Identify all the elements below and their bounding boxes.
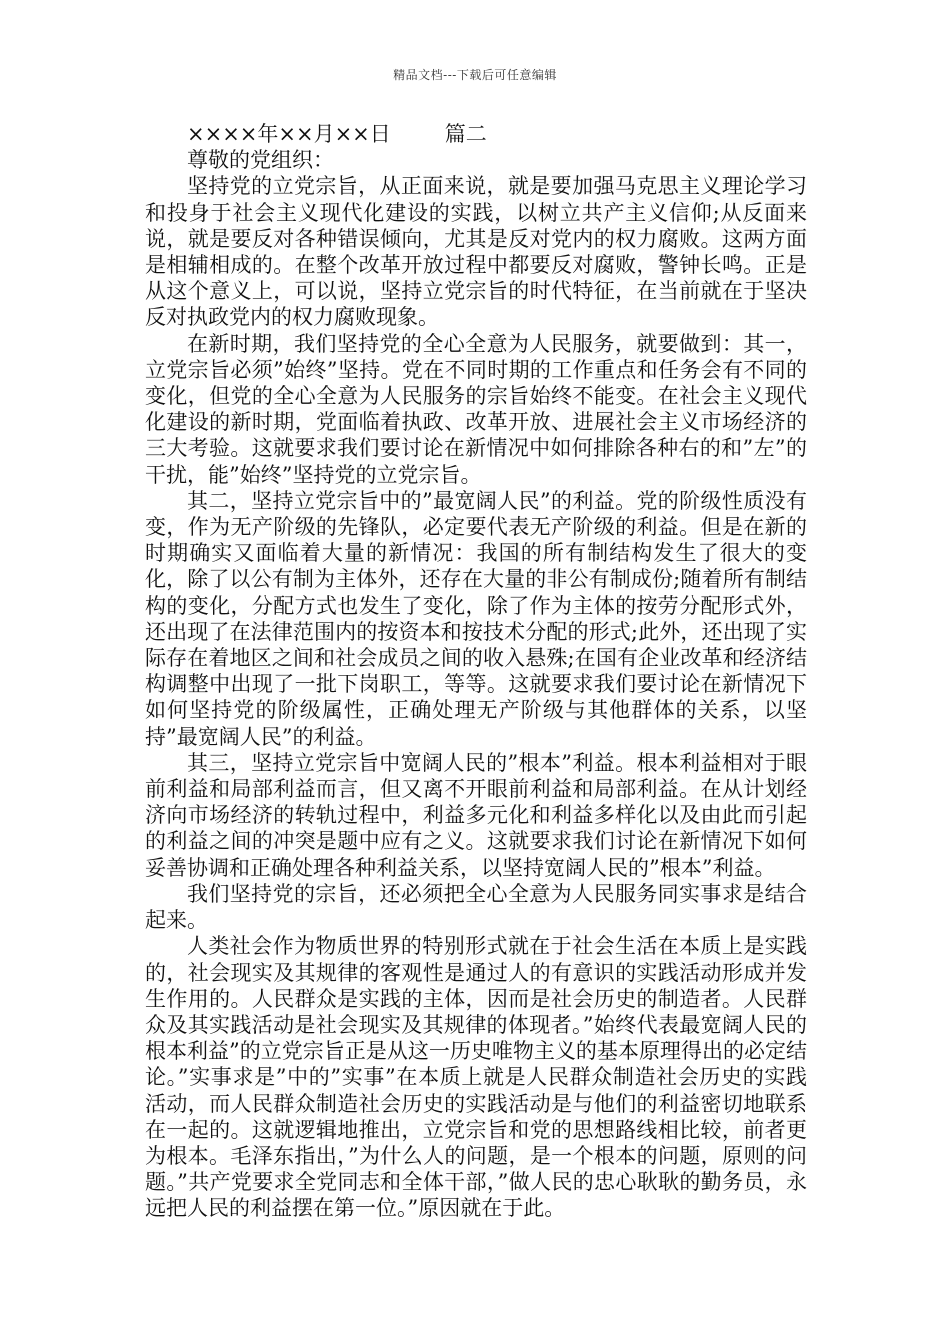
date-line (145, 121, 807, 147)
paragraph: 在新时期，我们坚持党的全心全意为人民服务，就要做到：其一，立党宗旨必须”始终”坚持。党在不同时期的工作重点和任务会有不同的变化，但党的全心全意为人民服务的宗旨始终不能变。在社会主义现代化建设的新时期，党面临着执政、改革开放、进展社会主义市场经济的三大考验。这就要求我们要讨论在新情况中如何排除各种右的和”左”的干扰，能”始终”坚持党的立党宗旨。 (145, 331, 807, 487)
paragraph: 坚持党的立党宗旨，从正面来说，就是要加强马克思主义理论学习和投身于社会主义现代化建设的实践，以树立共产主义信仰;从反面来说，就是要反对各种错误倾向，尤其是反对党内的权力腐败。这两方面是相辅相成的。在整个改革开放过程中都要反对腐败，警钟长鸣。正是从这个意义上，可以说，坚持立党宗旨的时代特征，在当前就在于坚决反对执政党内的权力腐败现象。 (145, 174, 807, 330)
paragraph: 其二，坚持立党宗旨中的”最宽阔人民”的利益。党的阶级性质没有变，作为无产阶级的先锋队，必定要代表无产阶级的利益。但是在新的时期确实又面临着大量的新情况：我国的所有制结构发生了很大的变化，除了以公有制为主体外，还存在大量的非公有制成份;随着所有制结构的变化，分配方式也发生了变化，除了作为主体的按劳分配形式外，还出现了在法律范围内的按资本和按技术分配的形式;此外，还出现了实际存在着地区之间和社会成员之间的收入悬殊;在国有企业改革和经济结构调整中出现了一批下岗职工，等等。这就要求我们要讨论在新情况下如何坚持党的阶级属性，正确处理无产阶级与其他群体的关系，以坚持”最宽阔人民”的利益。 (145, 488, 807, 749)
salutation: 尊敬的党组织： (187, 148, 334, 173)
date-text: ××××年××月××日 (187, 122, 391, 146)
paragraph: 人类社会作为物质世界的特别形式就在于社会生活在本质上是实践的，社会现实及其规律的客观性是通过人的有意识的实践活动形成并发生作用的。人民群众是实践的主体，因而是社会历史的制造者。人民群众及其实践活动是社会现实及其规律的体现者。”始终代表最宽阔人民的根本利益”的立党宗旨正是从这一历史唯物主义的基本原理得出的必定结论。”实事求是”中的”实事”在本质上就是人民群众制造社会历史的实践活动，而人民群众制造社会历史的实践活动是与他们的利益密切地联系在一起的。这就逻辑地推出，立党宗旨和党的思想路线相比较，前者更为根本。毛泽东指出，”为什么人的问题，是一个根本的问题，原则的问题。”共产党要求全党同志和全体干部，”做人民的忠心耿耿的勤务员，永远把人民的利益摆在第一位。”原因就在于此。 (145, 934, 807, 1221)
section-label: 篇二 (444, 122, 487, 146)
paragraph: 我们坚持党的宗旨，还必须把全心全意为人民服务同实事求是结合起来。 (145, 881, 807, 933)
page-header-watermark: 精品文档---下载后可任意编辑 (393, 68, 557, 82)
document-body (145, 121, 807, 1222)
paragraph: 其三，坚持立党宗旨中宽阔人民的”根本”利益。根本利益相对于眼前利益和局部利益而言，但又离不开眼前利益和局部利益。在从计划经济向市场经济的转轨过程中，利益多元化和利益多样化以及由此而引起的利益之间的冲突是题中应有之义。这就要求我们讨论在新情况下如何妥善协调和正确处理各种利益关系，以坚持宽阔人民的”根本”利益。 (145, 750, 807, 880)
